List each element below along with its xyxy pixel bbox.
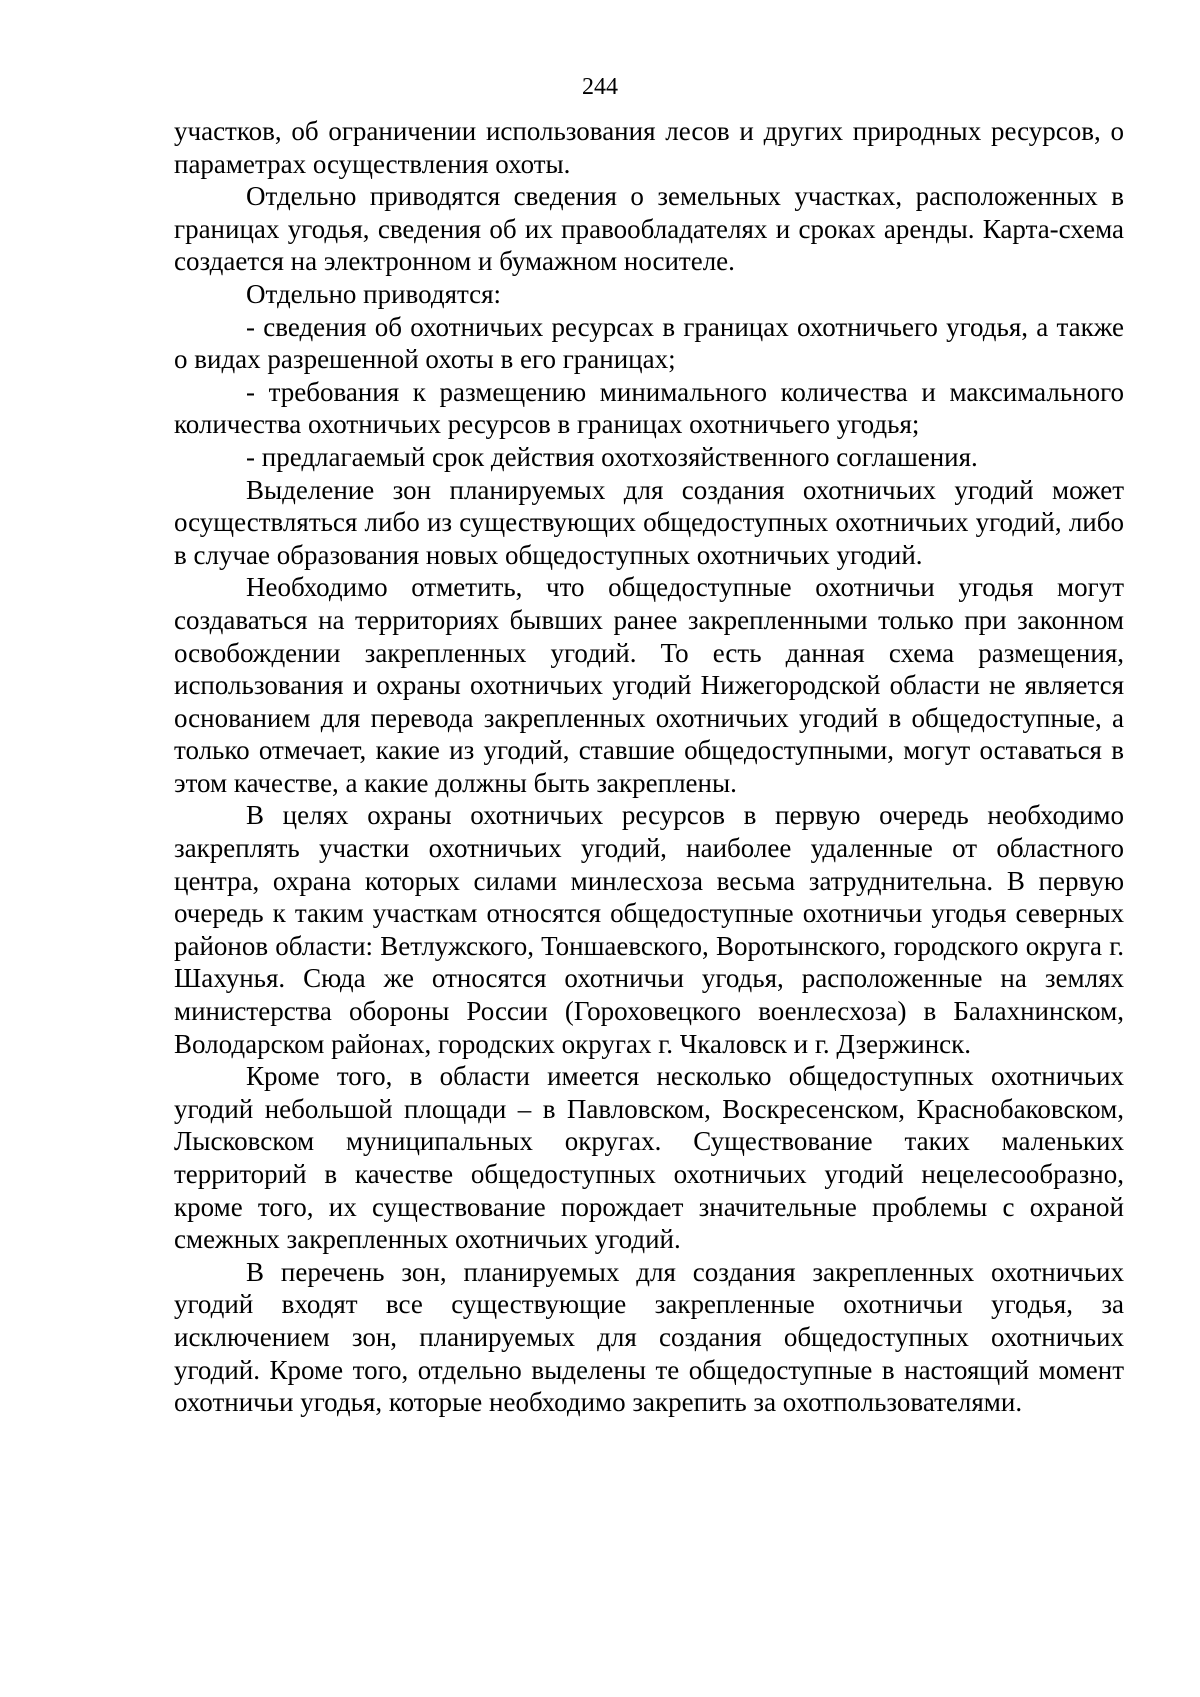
paragraph: В целях охраны охотничьих ресурсов в первую очередь необходимо закреплять участки охотничьих угодий, наиболее удаленные от областного центра, охрана которых силами минлесхоза весьма затруднительна. В первую очередь к таким участкам относятся общедоступные охотничьи угодья северных районов области: Ветлужского, Тоншаевского, Воротынского, городского округа г. Шахунья. Сюда же относятся охотничьи угодья, расположенные на землях министерства обороны России (Гороховецкого военлесхоза) в Балахнинском, Володарском районах, городских округах г. Чкаловск и г. Дзержинск. <box>174 800 1124 1059</box>
body-text <box>174 115 1124 1419</box>
paragraph: Кроме того, в области имеется несколько общедоступных охотничьих угодий небольшой площади – в Павловском, Воскресенском, Краснобаковском, Лысковском муниципальных округах. Существование таких маленьких территорий в качестве общедоступных охотничьих угодий нецелесообразно, кроме того, их существование порождает значительные проблемы с охраной смежных закрепленных охотничьих угодий. <box>174 1061 1124 1255</box>
paragraph: участков, об ограничении использования лесов и других природных ресурсов, о параметрах осуществления охоты. <box>174 116 1124 179</box>
paragraph: В перечень зон, планируемых для создания закрепленных охотничьих угодий входят все существующие закрепленные охотничьи угодья, за исключением зон, планируемых для создания общедоступных охотничьих угодий. Кроме того, отдельно выделены те общедоступные в настоящий момент охотничьи угодья, которые необходимо закрепить за охотпользователями. <box>174 1256 1124 1418</box>
paragraph: Необходимо отметить, что общедоступные охотничьи угодья могут создаваться на территориях бывших ранее закрепленными только при законном освобождении закрепленных угодий. То есть данная схема размещения, использования и охраны охотничьих угодий Нижегородской области не является основанием для перевода закрепленных охотничьих угодий в общедоступные, а только отмечает, какие из угодий, ставшие общедоступными, могут оставаться в этом качестве, а какие должны быть закреплены. <box>174 572 1124 798</box>
list-item: - сведения об охотничьих ресурсах в границах охотничьего угодья, а также о видах разрешенной охоты в его границах; <box>174 311 1124 375</box>
page-number: 244 <box>582 74 618 100</box>
list-item: - требования к размещению минимального количества и максимального количества охотничьих ресурсов в границах охотничьего угодья; <box>174 376 1124 440</box>
paragraph: Выделение зон планируемых для создания охотничьих угодий может осуществляться либо из существующих общедоступных охотничьих угодий, либо в случае образования новых общедоступных охотничьих угодий. <box>174 474 1124 570</box>
paragraph: Отдельно приводятся сведения о земельных участках, расположенных в границах угодья, сведения об их правообладателях и сроках аренды. Карта-схема создается на электронном и бумажном носителе. <box>174 181 1124 277</box>
list-item: - предлагаемый срок действия охотхозяйственного соглашения. <box>246 441 978 472</box>
paragraph: Отдельно приводятся: <box>246 278 502 309</box>
